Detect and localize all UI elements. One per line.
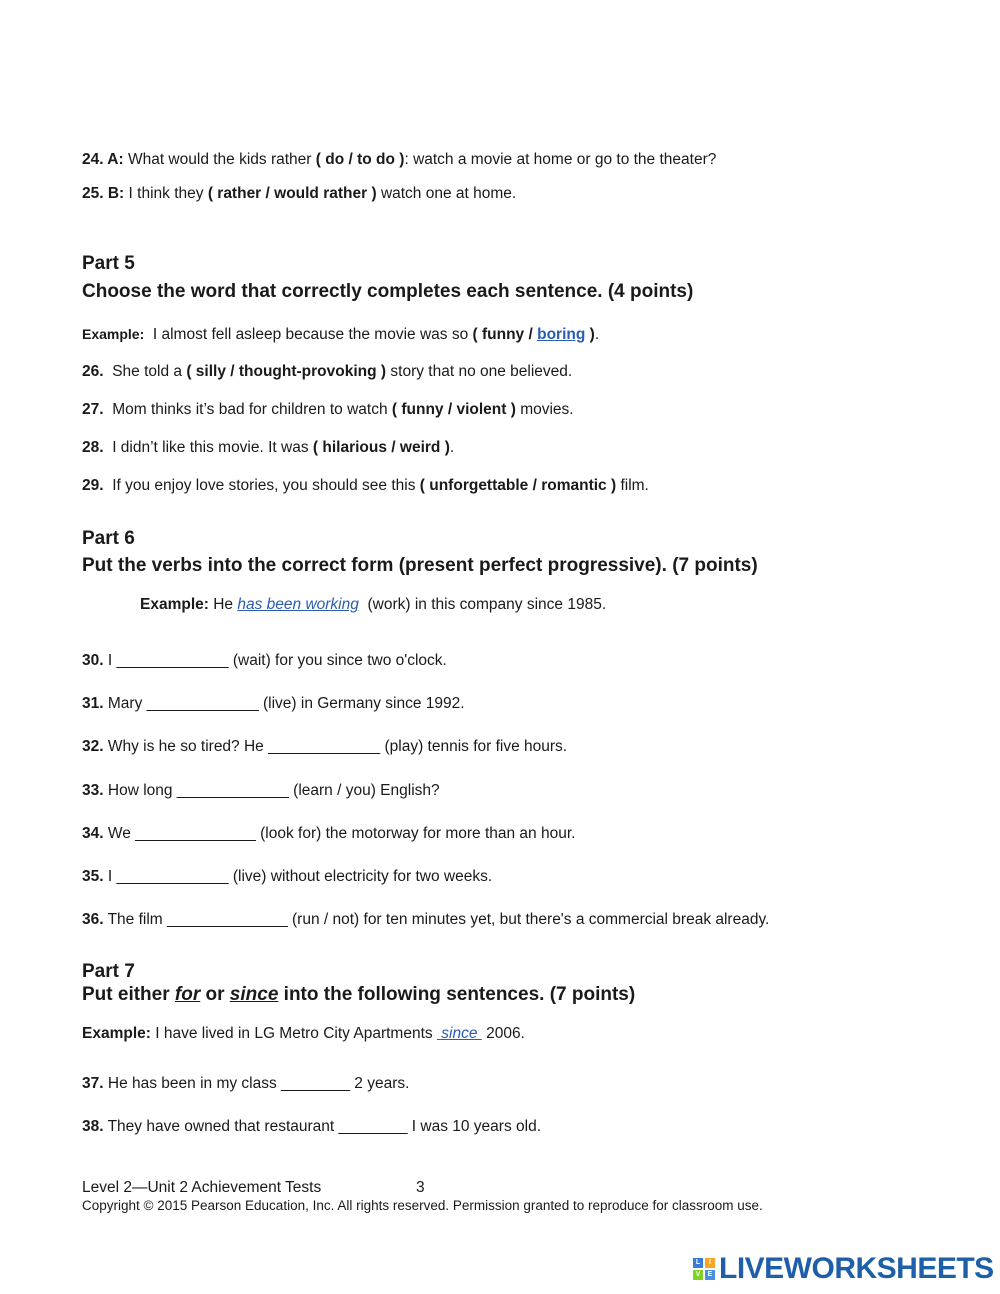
footer-title: Level 2—Unit 2 Achievement Tests — [82, 1179, 322, 1196]
example-text: I have lived in LG Metro City Apartments — [155, 1025, 433, 1042]
question-text: If you enjoy love stories, you should see this — [112, 477, 416, 494]
question-text: I _____________ (wait) for you since two o'clock. — [107, 652, 447, 669]
question-number: 29. — [82, 477, 104, 494]
answer-choice[interactable]: ( hilarious / weird ) — [312, 439, 450, 456]
question-number: 36. — [82, 911, 104, 928]
logo-text: LIVEWORKSHEETS — [719, 1252, 994, 1285]
answer-choice[interactable]: ( do / to do ) — [315, 151, 405, 168]
question-24 — [82, 151, 716, 169]
question-number: 38. — [82, 1118, 104, 1135]
question-38[interactable] — [82, 1118, 541, 1136]
part7-example — [82, 1025, 525, 1043]
answer-choice[interactable]: ( funny / violent ) — [391, 401, 516, 418]
question-number: 30. — [82, 652, 104, 669]
example-answer: boring — [537, 326, 586, 343]
part5-instruction: Choose the word that correctly completes each sentence. (4 points) — [82, 281, 694, 302]
example-answer: has been working — [237, 596, 359, 613]
question-number: 34. — [82, 825, 104, 842]
instruction-word-for: for — [174, 984, 201, 1005]
question-text: He has been in my class ________ 2 years. — [107, 1075, 410, 1092]
question-text: I think they — [128, 185, 204, 202]
question-text: The film ______________ (run / not) for ten minutes yet, but there's a commercial break already. — [107, 911, 770, 928]
question-text: story that no one believed. — [390, 363, 573, 380]
question-text: watch one at home. — [380, 185, 517, 202]
question-number: 37. — [82, 1075, 104, 1092]
question-text: What would the kids rather — [127, 151, 312, 168]
question-number: 24. A: — [82, 151, 124, 168]
question-29 — [82, 477, 649, 495]
question-text: We ______________ (look for) the motorway for more than an hour. — [107, 825, 576, 842]
part5-example — [82, 326, 599, 344]
footer-page-number: 3 — [416, 1179, 425, 1196]
example-label: Example: — [82, 1025, 151, 1042]
question-text: Mary _____________ (live) in Germany since 1992. — [107, 695, 465, 712]
question-25 — [82, 185, 516, 203]
question-text: They have owned that restaurant ________ I was 10 years old. — [107, 1118, 542, 1135]
question-32[interactable] — [82, 738, 567, 756]
question-text: I didn’t like this movie. It was — [112, 439, 309, 456]
question-text: She told a — [112, 363, 182, 380]
part7-instruction — [82, 984, 635, 1006]
part6-example — [140, 596, 606, 614]
example-choice-open: ( funny / — [472, 326, 533, 343]
question-number: 33. — [82, 782, 104, 799]
logo-grid-cell: I — [705, 1258, 715, 1268]
answer-choice[interactable]: ( rather / would rather ) — [207, 185, 377, 202]
question-34[interactable] — [82, 825, 575, 843]
question-text: movies. — [520, 401, 574, 418]
question-26 — [82, 363, 572, 381]
question-number: 28. — [82, 439, 104, 456]
question-text: Why is he so tired? He _____________ (play) tennis for five hours. — [107, 738, 568, 755]
question-30[interactable] — [82, 652, 447, 670]
question-number: 25. B: — [82, 185, 125, 202]
instruction-text: Put either — [82, 984, 170, 1005]
instruction-text: or — [205, 984, 225, 1005]
part6-title: Part 6 — [82, 528, 135, 549]
example-end: . — [594, 326, 600, 343]
question-text: I _____________ (live) without electricity for two weeks. — [107, 868, 493, 885]
question-28 — [82, 439, 454, 457]
example-text: I almost fell asleep because the movie was so — [152, 326, 469, 343]
question-35[interactable] — [82, 868, 492, 886]
question-number: 35. — [82, 868, 104, 885]
answer-choice[interactable]: ( unforgettable / romantic ) — [419, 477, 617, 494]
logo-grid-cell: E — [705, 1270, 715, 1280]
question-36[interactable] — [82, 911, 769, 929]
question-33[interactable] — [82, 782, 440, 800]
example-text: 2006. — [486, 1025, 525, 1042]
question-number: 32. — [82, 738, 104, 755]
instruction-word-since: since — [229, 984, 279, 1005]
question-text: film. — [620, 477, 649, 494]
question-31[interactable] — [82, 695, 465, 713]
question-text: Mom thinks it’s bad for children to watch — [112, 401, 388, 418]
question-text: . — [449, 439, 455, 456]
question-number: 26. — [82, 363, 104, 380]
example-answer-word: since — [441, 1025, 478, 1042]
logo-grid-cell: L — [693, 1258, 703, 1268]
answer-choice[interactable]: ( silly / thought-provoking ) — [186, 363, 387, 380]
question-number: 31. — [82, 695, 104, 712]
logo-icon — [693, 1258, 715, 1280]
liveworksheets-logo[interactable] — [693, 1252, 994, 1286]
part7-title: Part 7 — [82, 961, 135, 982]
example-label: Example: — [82, 326, 145, 342]
part5-title: Part 5 — [82, 253, 135, 274]
example-answer — [437, 1025, 482, 1042]
footer-copyright: Copyright © 2015 Pearson Education, Inc. All rights reserved. Permission granted to reproduce for classroom use. — [82, 1198, 763, 1213]
example-choice-close: ) — [589, 326, 595, 343]
question-37[interactable] — [82, 1075, 409, 1093]
part6-instruction: Put the verbs into the correct form (present perfect progressive). (7 points) — [82, 555, 758, 576]
example-text: He — [213, 596, 234, 613]
logo-grid-cell: V — [693, 1270, 703, 1280]
question-text: : watch a movie at home or go to the theater? — [404, 151, 717, 168]
question-number: 27. — [82, 401, 104, 418]
question-27 — [82, 401, 574, 419]
example-text: (work) in this company since 1985. — [367, 596, 607, 613]
instruction-text: into the following sentences. (7 points) — [283, 984, 636, 1005]
example-label: Example: — [140, 596, 209, 613]
question-text: How long _____________ (learn / you) English? — [107, 782, 440, 799]
